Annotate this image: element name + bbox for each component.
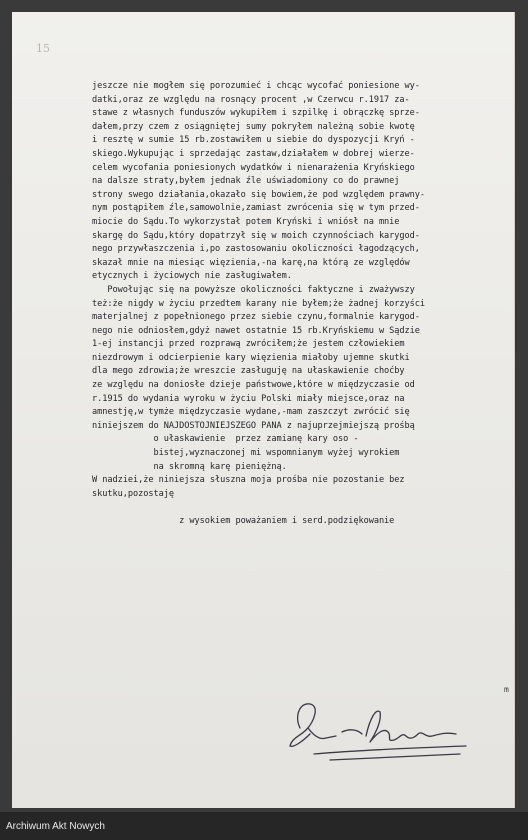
text-line: ze względu na doniosłe dzieje państwowe,które w międzyczasie od <box>92 380 415 391</box>
text-line: nym postąpiłem źle,samowolnie,zamiast zwrócenia się w tym przed- <box>92 203 420 214</box>
text-line: r.1915 do wydania wyroku w życiu Polski miały miejsce,oraz na <box>92 393 405 404</box>
text-line: 1-ej instancji przed rozprawą zwróciłem;że jestem człowiekiem <box>92 339 405 350</box>
text-line: nego przywłaszczenia i,po zastosowaniu okoliczności łagodzących, <box>92 244 420 255</box>
text-line: z wysokiem poważaniem i serd.podziękowanie <box>92 516 395 526</box>
faded-archive-stamp <box>274 22 392 70</box>
margin-mark: m <box>504 685 509 694</box>
text-line: dla mego zdrowia;że wreszcie zasługuję na ułaskawienie choćby <box>92 366 405 377</box>
text-line: amnestję,w tymże międzyczasie wydane,-mam zaszczyt zwrócić się <box>92 407 410 418</box>
text-line: na dalsze straty,byłem jednak źle uświadomiony co do prawnej <box>92 176 400 187</box>
text-line: niezdrowym i odcierpienie kary więzienia miałoby ujemne skutki <box>92 352 410 363</box>
text-line: bistej,wyznaczonej mi wspomnianym wyżej wyrokiem <box>92 448 400 459</box>
text-line: dałem,przy czem z osiągniętej sumy pokryłem należną sobie kwotę <box>92 121 415 132</box>
text-line: skargę do Sądu,który dopatrzył się w moich czynnościach karygod- <box>92 230 420 241</box>
text-line: też:że nigdy w życiu przedtem karany nie byłem;że żadnej korzyści <box>92 298 426 309</box>
text-line: i resztę w sumie 15 rb.zostawiłem u siebie do dyspozycji Kryń - <box>92 135 415 146</box>
text-line: stawe z własnych funduszów wykupiłem i szpilkę i obrączkę sprze- <box>92 108 420 119</box>
text-line: datki,oraz ze względu na rosnący procent ,w Czerwcu r.1917 za- <box>92 94 410 105</box>
page-number: 15 <box>36 42 50 55</box>
text-line: miocie do Sądu.To wykorzystał potem Kryński i wniósł na mnie <box>92 216 400 227</box>
text-line: nego nie odniosłem,gdyż nawet ostatnie 15 rb.Kryńskiemu w Sądzie <box>92 325 420 336</box>
text-line: etycznych i życiowych nie zasługiwałem. <box>92 271 292 282</box>
text-line: celem wycofania poniesionych wydatków i nienarażenia Kryńskiego <box>92 162 415 173</box>
text-line: materjalnej z popełnionego przez siebie czynu,formalnie karygod- <box>92 312 420 323</box>
text-line: jeszcze nie mogłem się porozumieć i chcąc wycofać poniesione wy- <box>92 81 420 91</box>
text-line: skutku,pozostaję <box>92 488 174 499</box>
text-line: Powołując się na powyższe okoliczności faktyczne i zważywszy <box>92 284 415 295</box>
text-line: niniejszem do NAJDOSTOJNIEJSZEGO PANA z najuprzejmiejszą prośbą <box>92 420 415 431</box>
archive-footer-bar <box>0 812 528 840</box>
handwritten-signature-icon <box>270 688 480 768</box>
document-page <box>12 12 515 808</box>
text-line: strony swego działania,okazało się bowiem,że pod względem prawny- <box>92 189 426 200</box>
archive-name: Archiwum Akt Nowych <box>6 820 105 832</box>
letter-body <box>92 80 512 529</box>
text-line: na skromną karę pieniężną. <box>92 461 287 472</box>
text-line: skazał mnie na miesiąc więzienia,-na karę,na którą ze względów <box>92 257 410 268</box>
text-line <box>92 501 512 515</box>
text-line: W nadziei,że niniejsza słuszna moja prośba nie pozostanie bez <box>92 475 405 486</box>
text-line: skiego.Wykupując i sprzedając zastaw,działałem w dobrej wierze- <box>92 148 415 159</box>
text-line: o ułaskawienie przez zamianę kary oso - <box>92 434 359 445</box>
